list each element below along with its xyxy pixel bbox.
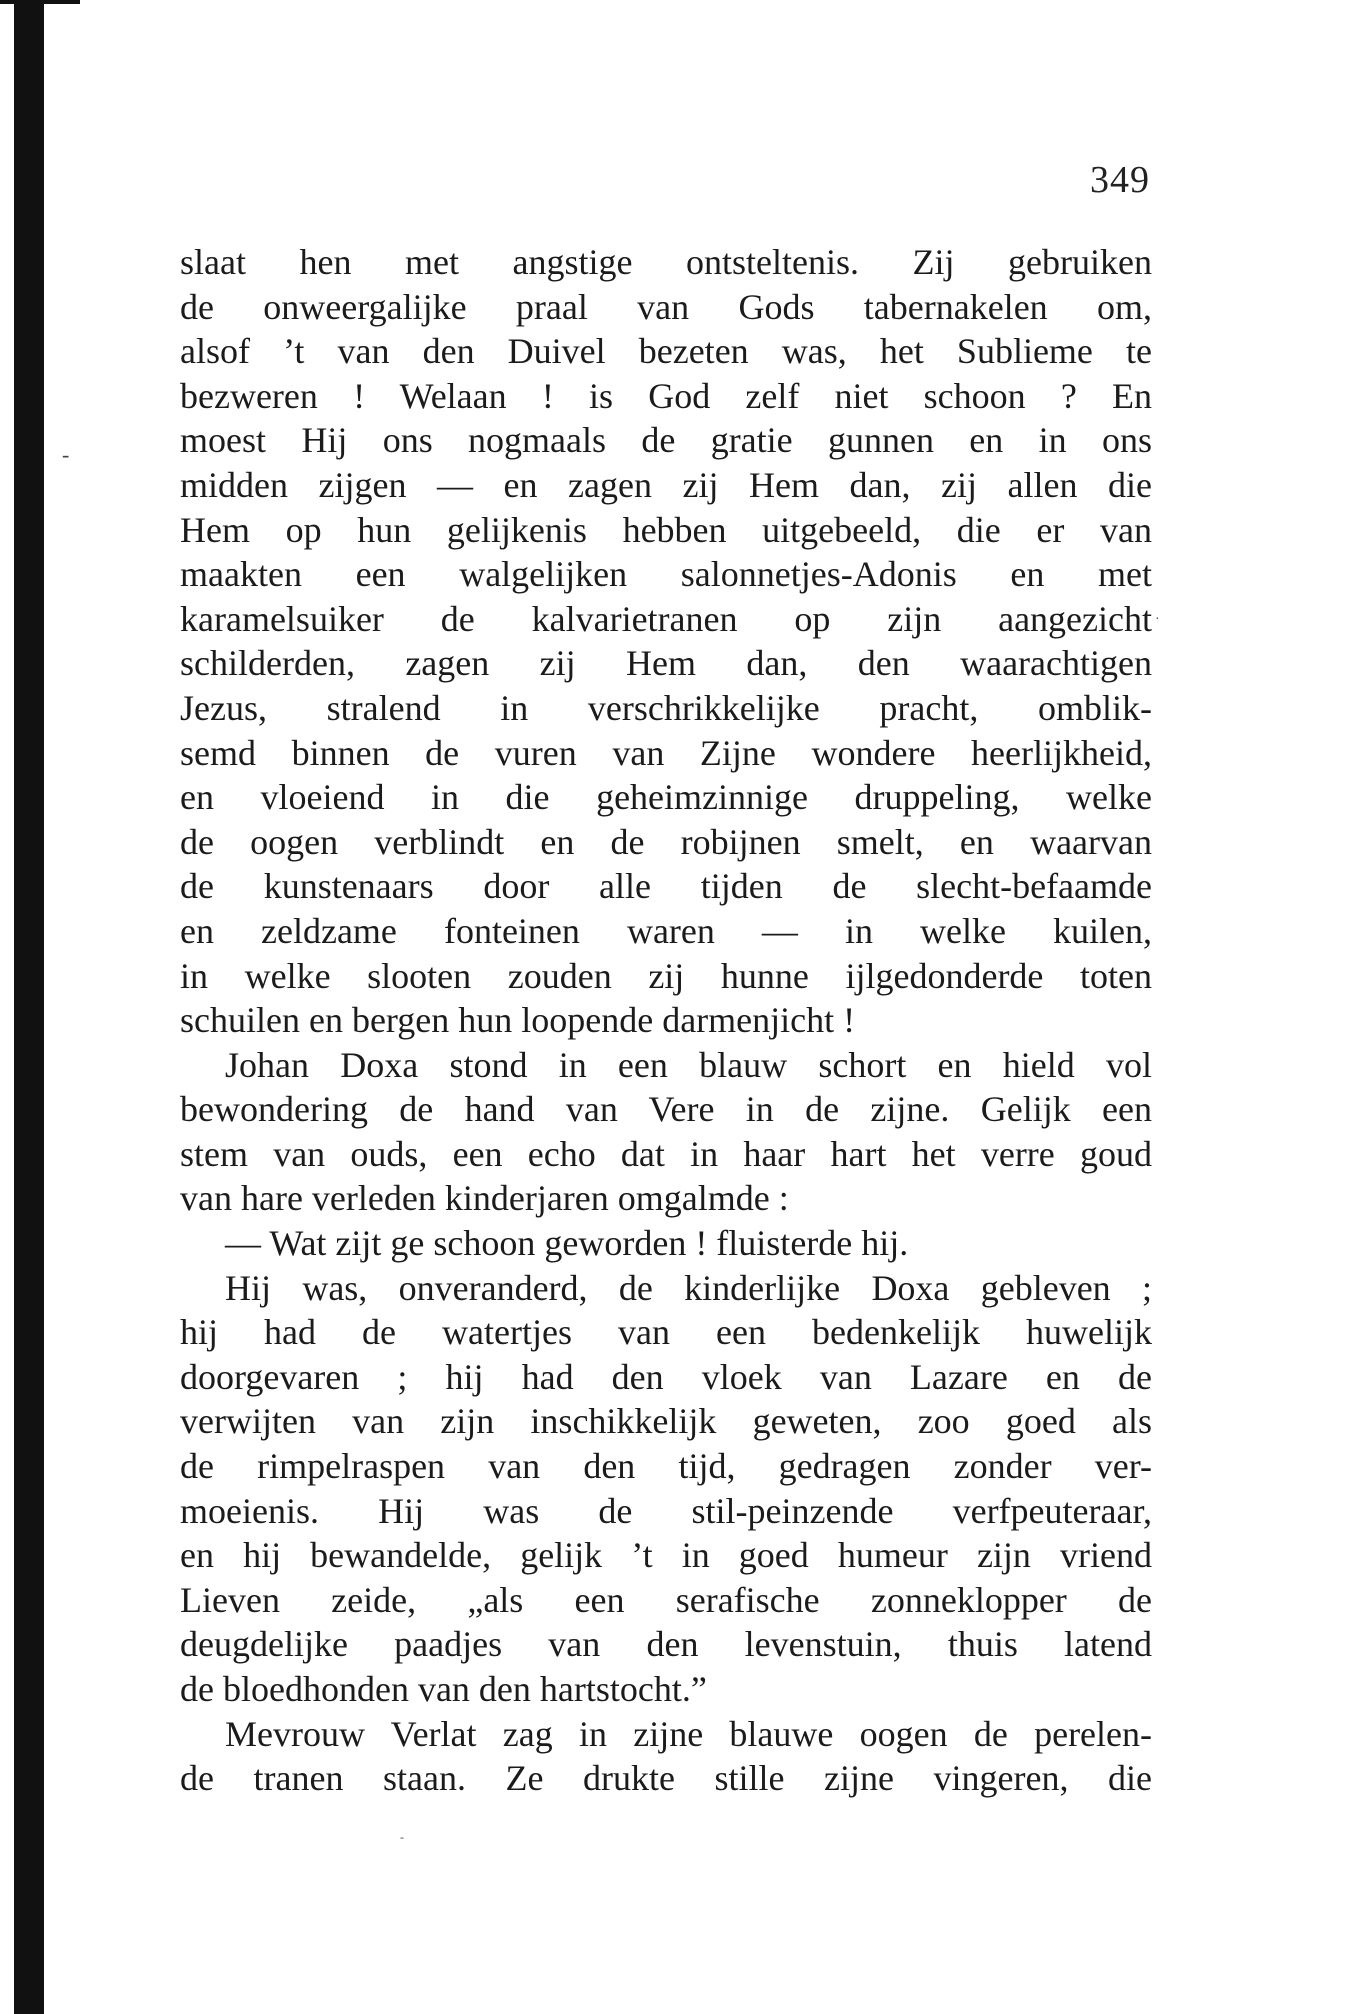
text-line: midden zijgen — en zagen zij Hem dan, zij allen die [180,464,1152,505]
text-line: van hare verleden kinderjaren omgalmde : [180,1178,789,1219]
paragraph-start: Hij was, onveranderd, de kinderlijke Doxa gebleven ; [225,1267,1152,1308]
margin-mark: · [1155,612,1160,627]
text-line: de bloedhonden van den hartstocht.” [180,1669,707,1709]
text-line: karamelsuiker de kalvarietranen op zijn aangezicht [180,598,1152,639]
paragraph-start: Mevrouw Verlat zag in zijne blauwe oogen de perelen- [225,1713,1152,1754]
body-text [180,240,1152,1801]
text-line: bewondering de hand van Vere in de zijne. Gelijk een [180,1089,1152,1130]
text-line: Lieven zeide, „als een serafische zonneklopper de [180,1579,1152,1620]
paragraph-start: Johan Doxa stond in een blauw schort en hield vol [225,1044,1152,1085]
dialogue-line: — Wat zijt ge schoon geworden ! fluisterde hij. [225,1223,909,1264]
text-line: moeienis. Hij was de stil-peinzende verfpeuteraar, [180,1490,1152,1531]
text-line: slaat hen met angstige ontsteltenis. Zij gebruiken [180,242,1152,282]
text-line: in welke slooten zouden zij hunne ijlgedonderde toten [180,955,1152,996]
page-number: 349 [1090,159,1150,201]
text-line: hij had de watertjes van een bedenkelijk huwelijk [180,1312,1152,1353]
text-line: en vloeiend in die geheimzinnige druppeling, welke [180,777,1152,818]
text-line: alsof ’t van den Duivel bezeten was, het Sublieme te [180,331,1152,372]
margin-mark: - [400,1830,404,1844]
text-line: schuilen en bergen hun loopende darmenjicht ! [180,1000,856,1041]
margin-mark: - [62,442,70,467]
book-binding-edge [14,0,44,2014]
text-line: maakten een walgelijken salonnetjes-Adonis en met [180,554,1152,595]
text-line: en hij bewandelde, gelijk ’t in goed humeur zijn vriend [180,1535,1152,1576]
text-line: de rimpelraspen van den tijd, gedragen zonder ver- [180,1446,1152,1487]
text-line: de oogen verblindt en de robijnen smelt, en waarvan [180,821,1152,862]
text-line: semd binnen de vuren van Zijne wondere heerlijkheid, [180,732,1152,773]
binding-edge-top [0,0,80,4]
text-line: Jezus, stralend in verschrikkelijke pracht, omblik- [180,687,1152,728]
text-line: bezweren ! Welaan ! is God zelf niet schoon ? En [180,375,1152,416]
text-line: en zeldzame fonteinen waren — in welke kuilen, [180,910,1152,951]
text-line: moest Hij ons nogmaals de gratie gunnen en in ons [180,420,1152,461]
text-line: de onweergalijke praal van Gods tabernakelen om, [180,286,1152,327]
text-line: deugdelijke paadjes van den levenstuin, thuis latend [180,1624,1152,1665]
text-line: doorgevaren ; hij had den vloek van Lazare en de [180,1356,1152,1397]
text-line: verwijten van zijn inschikkelijk geweten, zoo goed als [180,1401,1152,1442]
text-line: Hem op hun gelijkenis hebben uitgebeeld, die er van [180,509,1152,550]
text-line: de kunstenaars door alle tijden de slecht-befaamde [180,866,1152,907]
text-line: schilderden, zagen zij Hem dan, den waarachtigen [180,643,1152,684]
text-line: de tranen staan. Ze drukte stille zijne vingeren, die [180,1758,1152,1799]
text-line: stem van ouds, een echo dat in haar hart het verre goud [180,1133,1152,1174]
